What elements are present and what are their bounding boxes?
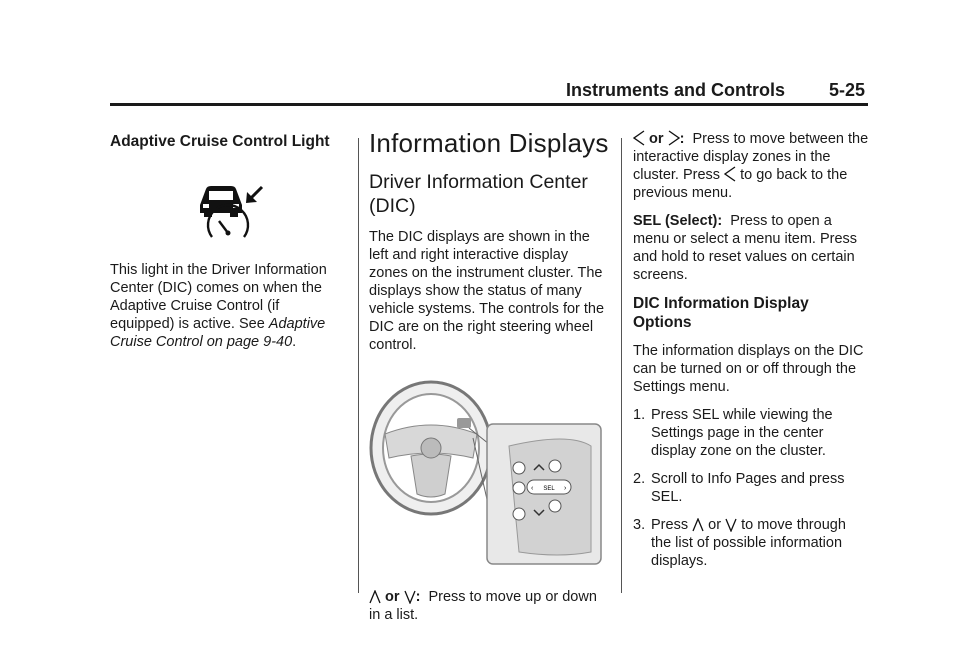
page-number: 5-25 [828, 80, 865, 100]
dic-body: The DIC displays are shown in the left and right interactive display zones on the instrument cluster. The displays show the status of many vehicle systems. The controls for the DIC are on the right steering wheel control. [369, 229, 605, 353]
chevron-right-icon [668, 130, 680, 146]
chevron-down-icon [404, 590, 416, 604]
chevron-left-icon [724, 166, 736, 182]
svg-text:‹: ‹ [531, 485, 534, 492]
chevron-down-icon [725, 518, 737, 532]
acc-light-icon [196, 183, 342, 239]
acc-light-heading: Adaptive Cruise Control Light [110, 133, 330, 150]
updown-description: or : Press to move up or down in a list. [369, 589, 597, 623]
column-1 [110, 126, 342, 351]
wheel-sel-label: SEL [543, 486, 555, 492]
dic-subtitle: Driver Information Center (DIC) [369, 171, 588, 217]
acc-crossref-link[interactable]: Adaptive Cruise Control on page 9-40 [110, 316, 326, 350]
options-heading: DIC Information Display Options [633, 295, 809, 331]
leftright-description: or : Press to move between the interactive display zones in the cluster. Press to go back to the previous menu. [633, 131, 869, 201]
svg-text:›: › [564, 485, 567, 492]
header-rule [110, 103, 868, 106]
page-header-title: Instruments and Controls [565, 80, 785, 100]
acc-light-body: This light in the Driver Information Center (DIC) comes on when the Adaptive Cruise Control (if equipped) is active. See Adaptive Cruise Control on page 9-40. [110, 262, 327, 350]
column-divider-2 [621, 138, 622, 593]
chevron-up-icon [692, 518, 704, 532]
list-item: 2. Scroll to Info Pages and press SEL. [633, 471, 845, 505]
column-divider-1 [358, 138, 359, 593]
steering-wheel-illustration [369, 376, 609, 566]
section-title: Information Displays [369, 128, 609, 158]
options-body: The information displays on the DIC can be turned on or off through the Settings menu. [633, 343, 864, 395]
list-item: 1. Press SEL while viewing the Settings page in the center display zone on the cluster. [633, 407, 833, 459]
column-3 [633, 126, 869, 570]
sel-description: SEL (Select): Press to open a menu or select a menu item. Press and hold to reset values on certain screens. [633, 213, 858, 283]
column-2 [369, 126, 609, 624]
chevron-up-icon [369, 590, 381, 604]
list-item: 3. Press or to move through the list of possible information displays. [633, 517, 846, 569]
chevron-left-icon [633, 130, 645, 146]
